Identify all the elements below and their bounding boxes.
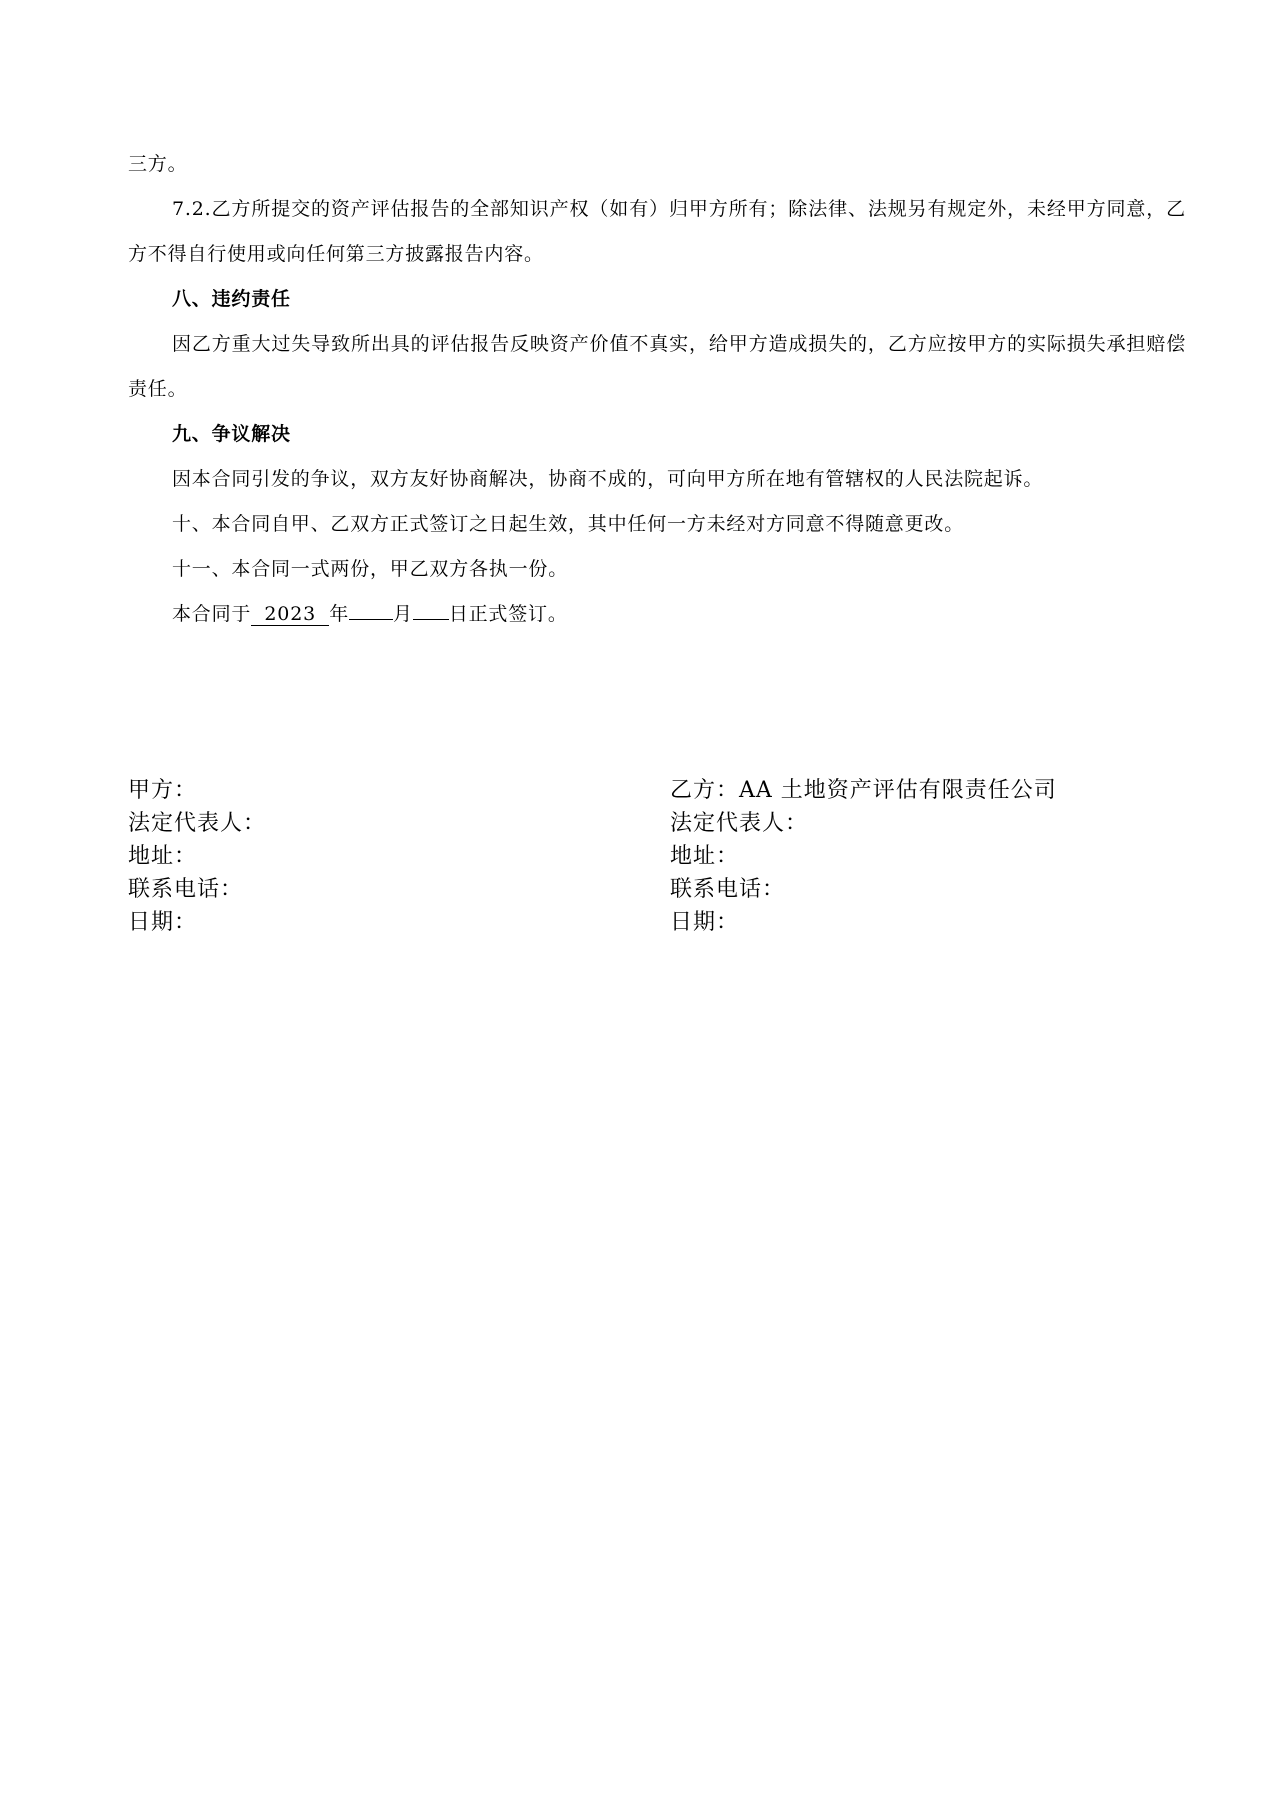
party-b-signature-block (670, 774, 1057, 939)
clause-7-2: 7.2.乙方所提交的资产评估报告的全部知识产权（如有）归甲方所有；除法律、法规另有规定外，未经甲方同意，乙方不得自行使用或向任何第三方披露报告内容。 (128, 198, 1186, 265)
section-heading-breach: 八、违约责任 (172, 288, 291, 310)
section-heading-dispute: 九、争议解决 (172, 423, 291, 445)
signing-year-unit: 年 (329, 603, 350, 625)
signing-day-suffix: 日正式签订。 (448, 603, 568, 625)
signing-month-blank (349, 619, 393, 620)
party-b-legal-rep: 法定代表人： (670, 811, 809, 836)
party-b-name: 乙方：AA 土地资产评估有限责任公司 (670, 778, 1057, 803)
clause-dispute-resolution: 因本合同引发的争议，双方友好协商解决，协商不成的，可向甲方所在地有管辖权的人民法院起诉。 (172, 468, 1044, 490)
party-a-phone: 联系电话： (128, 877, 244, 902)
party-a-date: 日期： (128, 910, 198, 935)
signing-date-line (128, 592, 1186, 637)
signing-day-blank (413, 619, 449, 620)
party-b-date: 日期： (670, 910, 740, 935)
party-a-signature-block (128, 774, 266, 939)
party-a-address: 地址： (128, 844, 198, 869)
signing-year-blank: 2023 (251, 603, 329, 626)
clause-copies: 十一、本合同一式两份，甲乙双方各执一份。 (172, 558, 569, 580)
clause-breach-liability: 因乙方重大过失导致所出具的评估报告反映资产价值不真实，给甲方造成损失的，乙方应按甲方的实际损失承担赔偿责任。 (128, 333, 1186, 400)
signing-date-prefix: 本合同于 (172, 603, 252, 625)
party-a-legal-rep: 法定代表人： (128, 811, 267, 836)
party-a-name: 甲方： (128, 778, 198, 803)
paragraph-continuation: 三方。 (128, 153, 188, 175)
party-b-address: 地址： (670, 844, 740, 869)
signing-month-unit: 月 (393, 603, 413, 625)
clause-effectiveness: 十、本合同自甲、乙双方正式签订之日起生效，其中任何一方未经对方同意不得随意更改。 (172, 513, 965, 535)
contract-body (128, 142, 1186, 637)
party-b-phone: 联系电话： (670, 877, 786, 902)
